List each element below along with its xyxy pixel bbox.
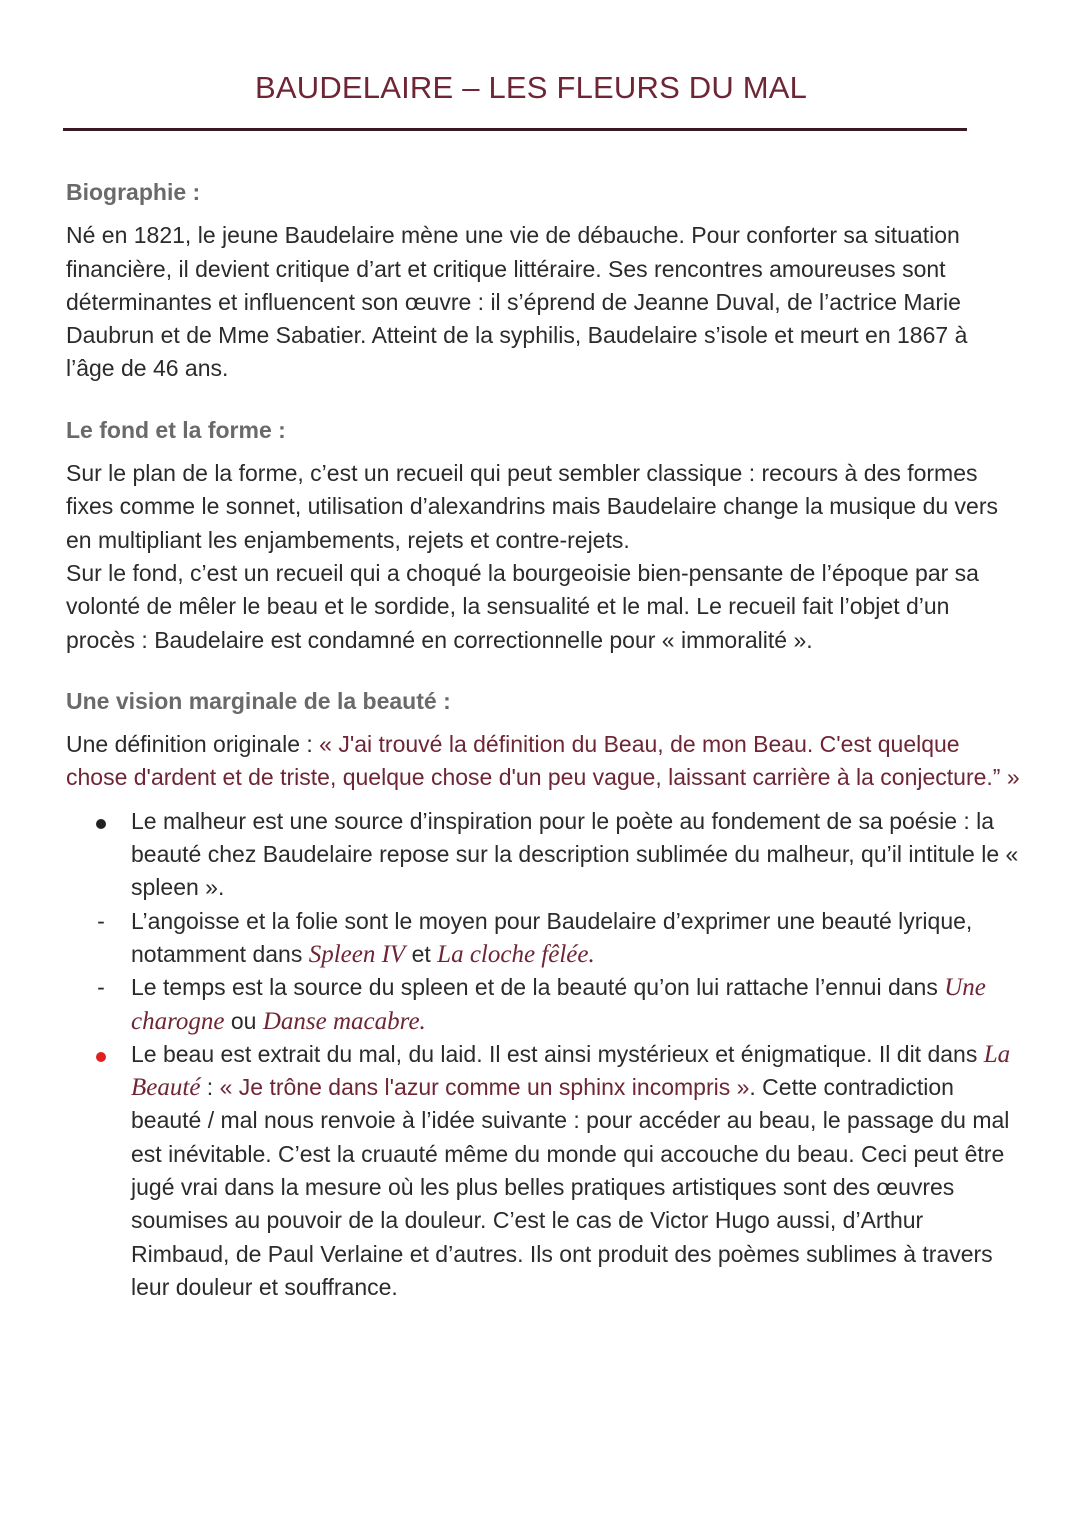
fond-forme-section: [66, 414, 1021, 657]
biography-section: [66, 176, 1021, 386]
biography-heading: Biographie :: [66, 179, 201, 205]
list-item: [66, 905, 1021, 972]
page-title: BAUDELAIRE – LES FLEURS DU MAL: [255, 70, 808, 105]
work-title: La Beauté: [131, 1040, 1011, 1102]
biography-text: Né en 1821, le jeune Baudelaire mène une vie de débauche. Pour conforter sa situation financière, il devient critique d’art et critique littéraire. Ses rencontres amoureuses sont déterminantes et influencent son œuvre : il s’éprend de Jeanne Duval, de l’actrice Marie Daubrun et de Mme Sabatier. Atteint de la syphilis, Baudelaire s’isole et meurt en 1867 à l’âge de 46 ans.: [66, 222, 968, 382]
dash-marker: -: [97, 907, 105, 934]
title-underline: [63, 128, 967, 131]
definition-paragraph: [66, 728, 1021, 795]
list-item-text: ou: [224, 1007, 263, 1034]
definition-quote: « J'ai trouvé la définition du Beau, de mon Beau. C'est quelque chose d'ardent et de triste, quelque chose d'un peu vague, laissant carrière à la conjecture.” »: [66, 731, 1020, 791]
list-item: [66, 971, 1021, 1038]
list-item-text: Le beau est extrait du mal, du laid. Il est ainsi mystérieux et énigmatique. Il dit dans: [131, 1040, 984, 1067]
forme-paragraph: Sur le plan de la forme, c’est un recueil qui peut sembler classique : recours à des formes fixes comme le sonnet, utilisation d’alexandrins mais Baudelaire change la musique du vers en multipliant les enjambements, rejets et contre-rejets.: [66, 460, 998, 553]
list-item-text: . Cette contradiction beauté / mal nous renvoie à l’idée suivante : pour accéder au beau, le passage du mal est inévitable. C’est la cruauté même du monde qui accouche du beau. Ceci peut être jugé vrai dans la mesure où les plus belles pratiques artistiques sont des œuvres soumises au pouvoir de la douleur. C’est le cas de Victor Hugo aussi, d’Arthur Rimbaud, de Paul Verlaine et d’autres. Ils ont produit des poèmes sublimes à travers leur douleur et souffrance.: [131, 1074, 1010, 1300]
list-item-text: L’angoisse et la folie sont le moyen pour Baudelaire d’exprimer une beauté lyrique, notamment dans: [131, 907, 973, 967]
vision-heading: Une vision marginale de la beauté :: [66, 687, 451, 714]
work-title: Danse macabre.: [262, 1007, 426, 1035]
definition-intro: Une définition originale :: [66, 731, 320, 758]
vision-list: [66, 805, 1021, 1304]
fond-paragraph: Sur le fond, c’est un recueil qui a choqué la bourgeoisie bien-pensante de l’époque par sa volonté de mêler le beau et le sordide, la sensualité et le mal. Le recueil fait l’objet d’un procès : Baudelaire est condamné en correctionnelle pour « immoralité ».: [66, 559, 979, 653]
work-title: Spleen IV: [308, 940, 406, 968]
fond-forme-heading: Le fond et la forme :: [66, 416, 286, 443]
list-item-text: Le malheur est une source d’inspiration pour le poète au fondement de sa poésie : la beauté chez Baudelaire repose sur la description sublimée du malheur, qu’il intitule le « spleen ».: [131, 807, 1019, 901]
work-title: La cloche fêlée.: [437, 940, 595, 968]
list-item: [66, 1038, 1021, 1304]
beauty-quote: « Je trône dans l'azur comme un sphinx incompris »: [219, 1074, 750, 1101]
list-item-text: :: [200, 1074, 220, 1101]
list-item-text: Le temps est la source du spleen et de la beauté qu’on lui rattache l’ennui dans: [131, 974, 945, 1001]
bullet-black-icon: [86, 805, 116, 838]
list-item: [66, 805, 1021, 905]
dash-marker: -: [97, 974, 105, 1001]
list-item-text: et: [405, 940, 438, 967]
document-body: [66, 176, 1021, 1332]
bullet-red-icon: [86, 1038, 116, 1071]
work-title: Une charogne: [131, 974, 986, 1035]
vision-section: [66, 685, 1021, 1304]
